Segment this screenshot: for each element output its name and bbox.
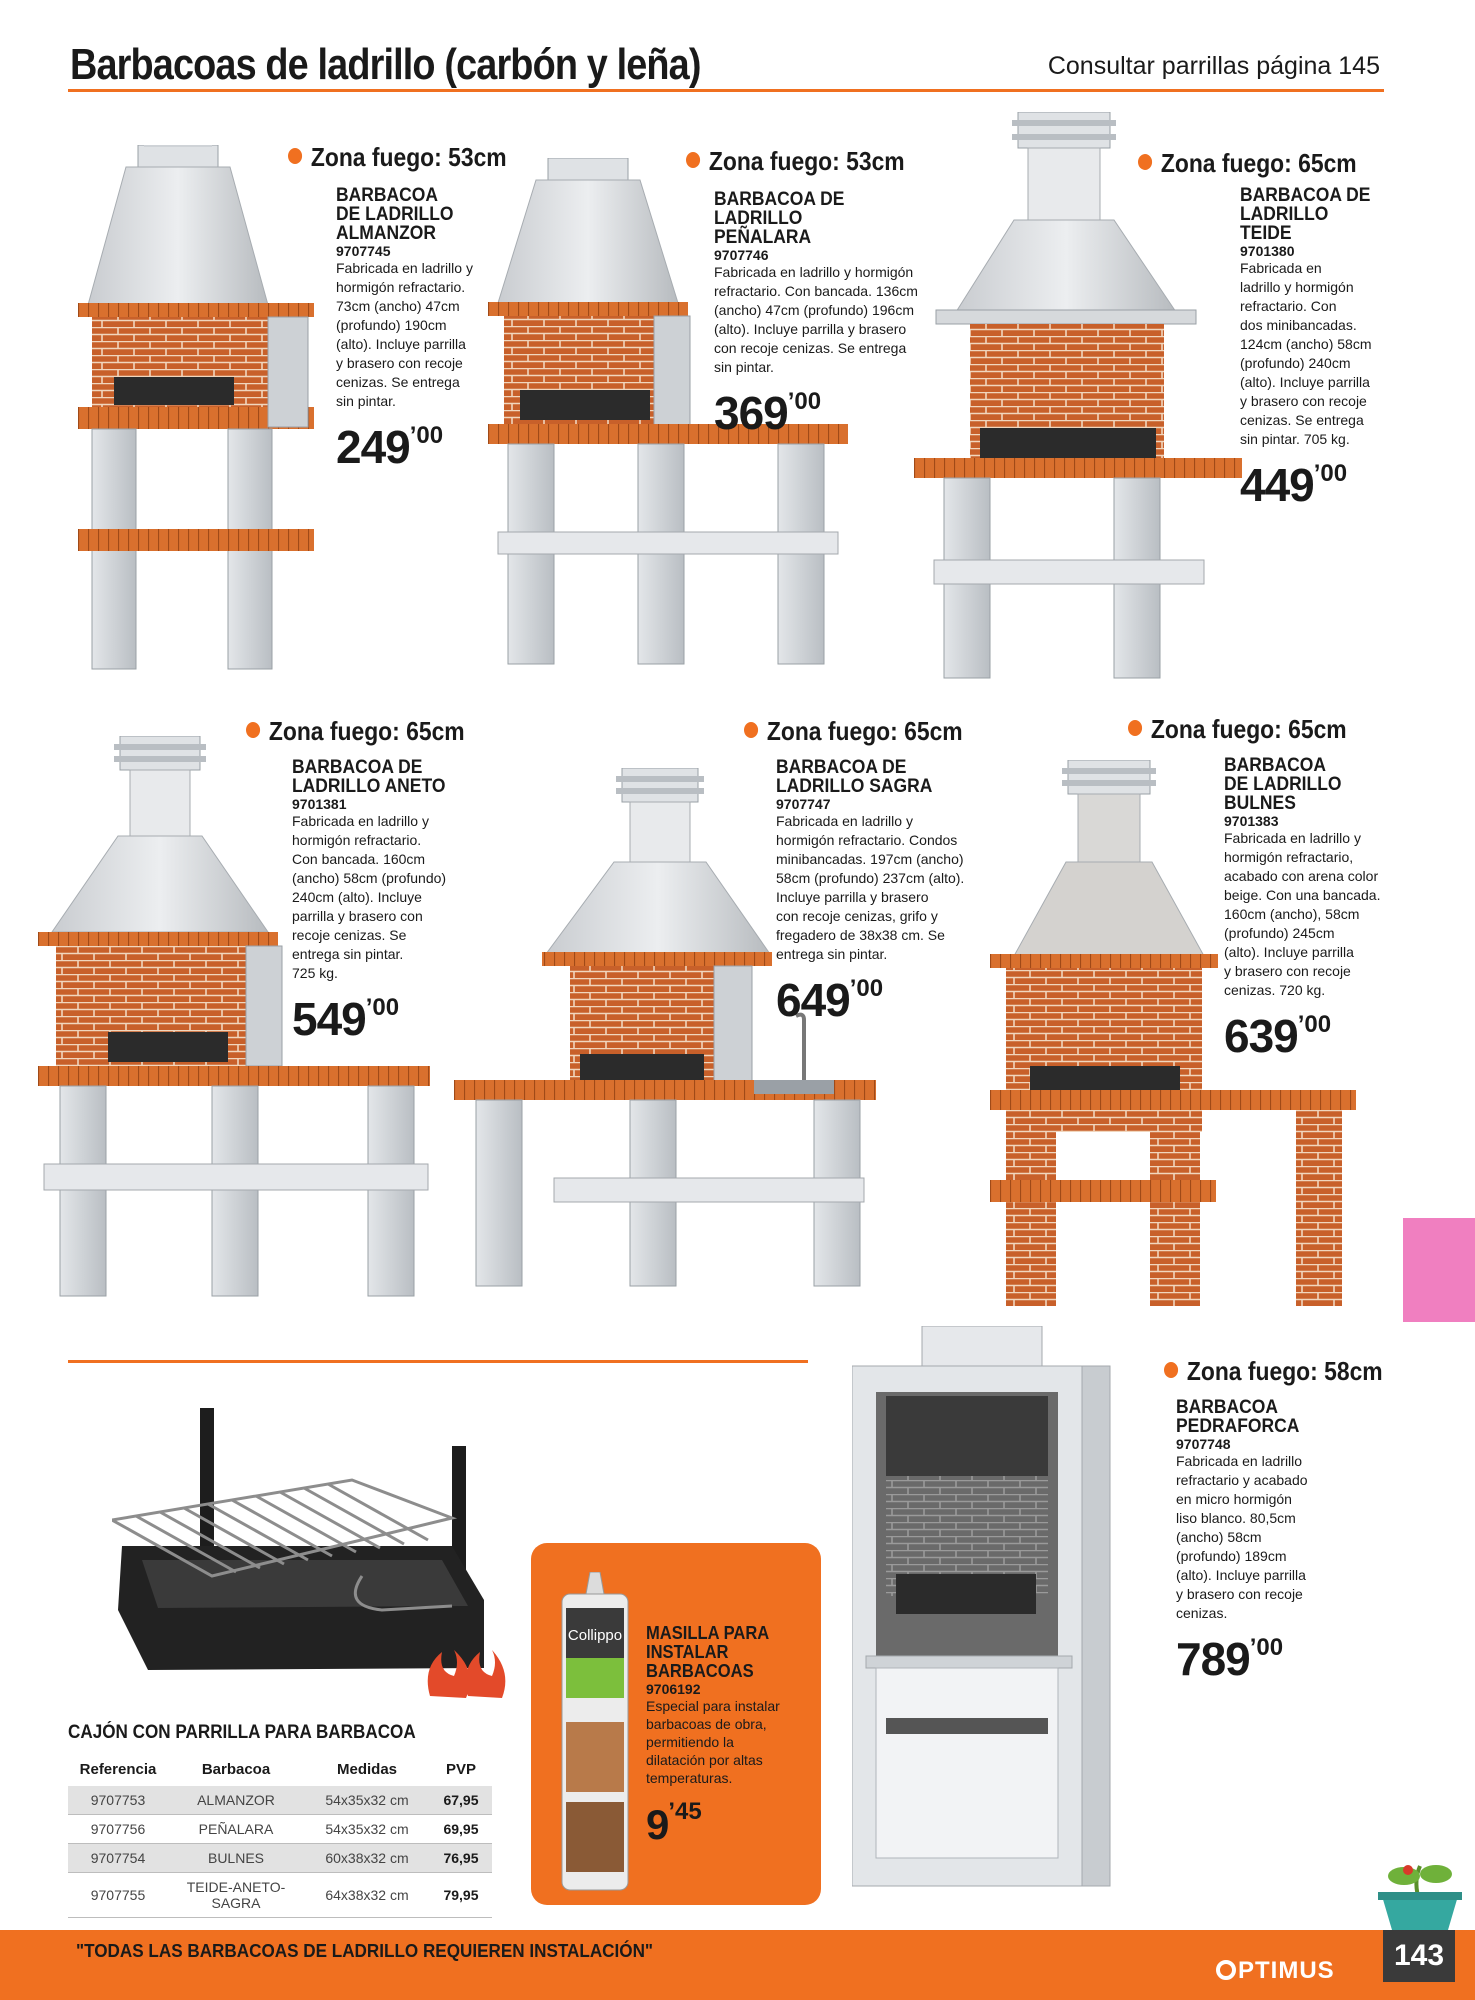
product-description: Fabricada en ladrillo y hormigón refractario. Con dos minibancadas. 124cm (ancho) 58cm (profundo) 240cm (alto). Incluye parrilla y brasero con recoje cenizas. Se entrega sin pintar. 705 kg.	[1240, 260, 1372, 447]
product-ref: 9707745	[336, 243, 391, 259]
product-description: Especial para instalar barbacoas de obra, permitiendo la dilatación por altas temperaturas.	[646, 1698, 780, 1786]
masilla-brand-label: Collippo	[567, 1627, 623, 1644]
product-name: MASILLA PARA INSTALAR BARBACOAS	[646, 1623, 770, 1681]
product-description: Fabricada en ladrillo y hormigón refractario. Condos minibancadas. 197cm (ancho) 58cm (profundo) 237cm (alto). Incluye parrilla y brasero con recoje cenizas, grifo y fregadero de 38x38 cm. Se entrega sin pintar.	[776, 813, 965, 962]
bullet-icon	[1138, 154, 1152, 170]
product-ref: 9701381	[292, 796, 347, 812]
table-row: 9707756 PEÑALARA 54x35x32 cm 69,95	[68, 1815, 492, 1844]
zona-fuego-teide: Zona fuego: 65cm	[1138, 148, 1357, 179]
page-number: 143	[1383, 1930, 1455, 1982]
brand-o-icon	[1216, 1960, 1236, 1980]
table-row: 9707753 ALMANZOR 54x35x32 cm 67,95	[68, 1786, 492, 1815]
product-price: $249^{’00}$	[336, 421, 444, 473]
product-description: Fabricada en ladrillo y hormigón refractario. Con bancada. 136cm (ancho) 47cm (profundo) 196cm (alto). Incluye parrilla y brasero con recoje cenizas. Se entrega sin pintar.	[714, 264, 918, 375]
bullet-icon	[288, 148, 302, 164]
column-header: Barbacoa	[201, 1761, 271, 1778]
product-ref: 9701383	[1224, 813, 1279, 829]
column-header: Medidas	[336, 1761, 397, 1778]
cajon-table-title: CAJÓN CON PARRILLA PARA BARBACOA	[68, 1722, 416, 1743]
zona-fuego-pedraforca: Zona fuego: 58cm	[1164, 1356, 1383, 1387]
plant-pot-icon	[1374, 1856, 1464, 1930]
bullet-icon	[1128, 720, 1142, 736]
product-ref: 9707748	[1176, 1436, 1231, 1452]
product-description: Fabricada en ladrillo refractario y acabado en micro hormigón liso blanco. 80,5cm (ancho) 58cm (profundo) 189cm (alto). Incluye parrilla y brasero con recoje cenizas.	[1176, 1453, 1308, 1621]
product-price: $789^{’00}$	[1176, 1633, 1284, 1685]
zona-fuego-aneto: Zona fuego: 65cm	[246, 716, 465, 747]
section-divider	[68, 1360, 808, 1363]
product-description: Fabricada en ladrillo y hormigón refractario. 73cm (ancho) 47cm (profundo) 190cm (alto). Incluye parrilla y brasero con recoje cenizas. Se entrega sin pintar.	[336, 260, 473, 409]
product-name: BARBACOA DE LADRILLO BULNES	[1224, 755, 1342, 814]
bullet-icon	[686, 152, 700, 168]
product-price: $369^{’00}$	[714, 387, 822, 439]
cajon-parrilla-image	[112, 1400, 512, 1720]
product-masilla	[646, 1624, 816, 1850]
zona-fuego-sagra: Zona fuego: 65cm	[744, 716, 963, 747]
product-ref: 9707746	[714, 247, 769, 263]
product-sagra	[776, 758, 986, 1025]
bullet-icon	[744, 722, 758, 738]
table-row: 9707755 TEIDE-ANETO-SAGRA 64x38x32 cm 79,95	[68, 1873, 492, 1918]
cajon-price-table	[68, 1755, 492, 1918]
barbacoa-almanzor-image	[78, 145, 318, 670]
product-penalara	[714, 190, 944, 438]
section-tab-marker	[1403, 1218, 1475, 1322]
masilla-cartridge-image	[556, 1572, 636, 1892]
product-name: BARBACOA DE LADRILLO PEÑALARA	[714, 189, 845, 248]
product-price: $649^{’00}$	[776, 974, 884, 1026]
product-ref: 9706192	[646, 1681, 701, 1697]
zona-fuego-penalara: Zona fuego: 53cm	[686, 146, 905, 177]
product-name: BARBACOA PEDRAFORCA	[1176, 1397, 1300, 1437]
product-name: BARBACOA DE LADRILLO ANETO	[292, 757, 446, 797]
product-price: $549^{’00}$	[292, 993, 400, 1045]
installation-notice: "TODAS LAS BARBACOAS DE LADRILLO REQUIEREN INSTALACIÓN"	[76, 1941, 654, 1961]
product-bulnes	[1224, 756, 1394, 1061]
product-teide	[1240, 186, 1390, 510]
zona-fuego-bulnes: Zona fuego: 65cm	[1128, 714, 1347, 745]
bullet-icon	[246, 722, 260, 738]
product-name: BARBACOA DE LADRILLO TEIDE	[1240, 185, 1371, 244]
product-almanzor	[336, 186, 496, 472]
zona-fuego-almanzor: Zona fuego: 53cm	[288, 142, 507, 173]
brand-logo: PTIMUS	[1216, 1957, 1335, 1985]
product-description: Fabricada en ladrillo y hormigón refractario, acabado con arena color beige. Con una bancada. 160cm (ancho), 58cm (profundo) 245cm (alto). Incluye parrilla y brasero con recoje cenizas. 720 kg.	[1224, 830, 1381, 998]
table-row: 9707754 BULNES 60x38x32 cm 76,95	[68, 1844, 492, 1873]
column-header: Referencia	[79, 1761, 157, 1778]
bullet-icon	[1164, 1362, 1178, 1378]
product-price: $449^{’00}$	[1240, 459, 1348, 511]
product-ref: 9701380	[1240, 243, 1295, 259]
product-name: BARBACOA DE LADRILLO SAGRA	[776, 757, 933, 797]
product-pedraforca	[1176, 1398, 1346, 1684]
product-ref: 9707747	[776, 796, 831, 812]
page-reference-note: Consultar parrillas página 145	[1047, 52, 1380, 80]
product-price: $639^{’00}$	[1224, 1010, 1332, 1062]
product-price: $9^{’45}$	[646, 1798, 702, 1848]
table-header-row	[68, 1755, 492, 1786]
page-title: Barbacoas de ladrillo (carbón y leña)	[70, 40, 701, 89]
barbacoa-pedraforca-image	[852, 1326, 1114, 1892]
page-header	[68, 40, 1384, 92]
product-description: Fabricada en ladrillo y hormigón refractario. Con bancada. 160cm (ancho) 58cm (profundo) 240cm (alto). Incluye parrilla y brasero con recoje cenizas. Se entrega sin pintar. 725 kg.	[292, 813, 447, 981]
product-name: BARBACOA DE LADRILLO ALMANZOR	[336, 185, 454, 244]
barbacoa-teide-image	[914, 112, 1244, 680]
column-header: PVP	[445, 1761, 476, 1778]
